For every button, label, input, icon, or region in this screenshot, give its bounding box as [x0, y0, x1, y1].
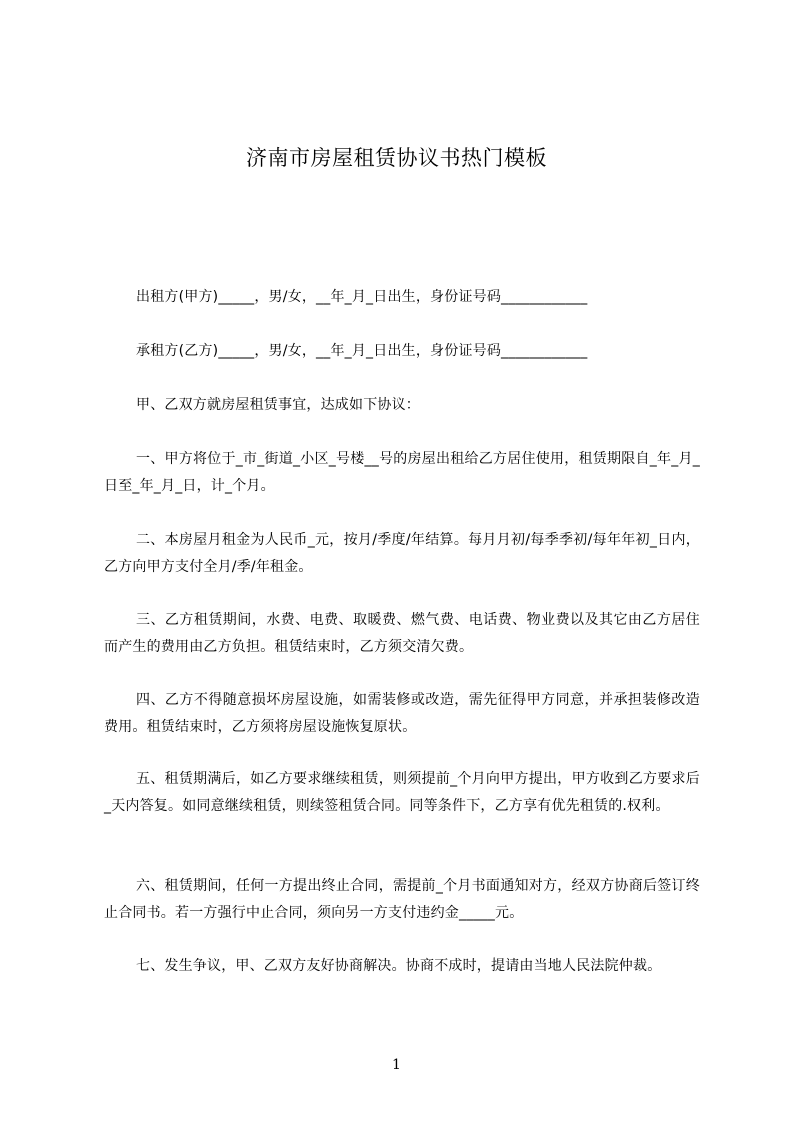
lessee-info-paragraph: 承租方(乙方)_____，男/女，__年_月_日出生，身份证号码____________	[136, 343, 588, 359]
clause-4-paragraph: 四、乙方不得随意损坏房屋设施，如需装修或改造，需先征得甲方同意，并承担装修改造费用。租赁结束时，乙方须将房屋设施恢复原状。	[104, 692, 700, 735]
clause-7-paragraph: 七、发生争议，甲、乙双方友好协商解决。协商不成时，提请由当地人民法院仲裁。	[136, 958, 662, 974]
agreement-intro-paragraph: 甲、乙双方就房屋租赁事宜，达成如下协议：	[136, 397, 420, 413]
clause-2-paragraph: 二、本房屋月租金为人民币_元，按月/季度/年结算。每月月初/每季季初/每年年初_日内，乙方向甲方支付全月/季/年租金。	[104, 532, 700, 575]
clause-3-paragraph: 三、乙方租赁期间，水费、电费、取暖费、燃气费、电话费、物业费以及其它由乙方居住而产生的费用由乙方负担。租赁结束时，乙方须交清欠费。	[104, 612, 700, 655]
clause-1-paragraph: 一、甲方将位于_市_街道_小区_号楼__号的房屋出租给乙方居住使用，租赁期限自_年_月_日至_年_月_日，计_个月。	[104, 451, 700, 494]
page-title: 济南市房屋租赁协议书热门模板	[246, 146, 547, 170]
page-number: 1	[392, 1057, 401, 1073]
clause-5-paragraph: 五、租赁期满后，如乙方要求继续租赁，则须提前_个月向甲方提出，甲方收到乙方要求后_天内答复。如同意继续租赁，则续签租赁合同。同等条件下，乙方享有优先租赁的.权利。	[104, 771, 700, 814]
clause-6-paragraph: 六、租赁期间，任何一方提出终止合同，需提前_个月书面通知对方，经双方协商后签订终止合同书。若一方强行中止合同，须向另一方支付违约金_____元。	[104, 878, 700, 921]
lessor-info-paragraph: 出租方(甲方)_____，男/女，__年_月_日出生，身份证号码____________	[136, 289, 588, 305]
